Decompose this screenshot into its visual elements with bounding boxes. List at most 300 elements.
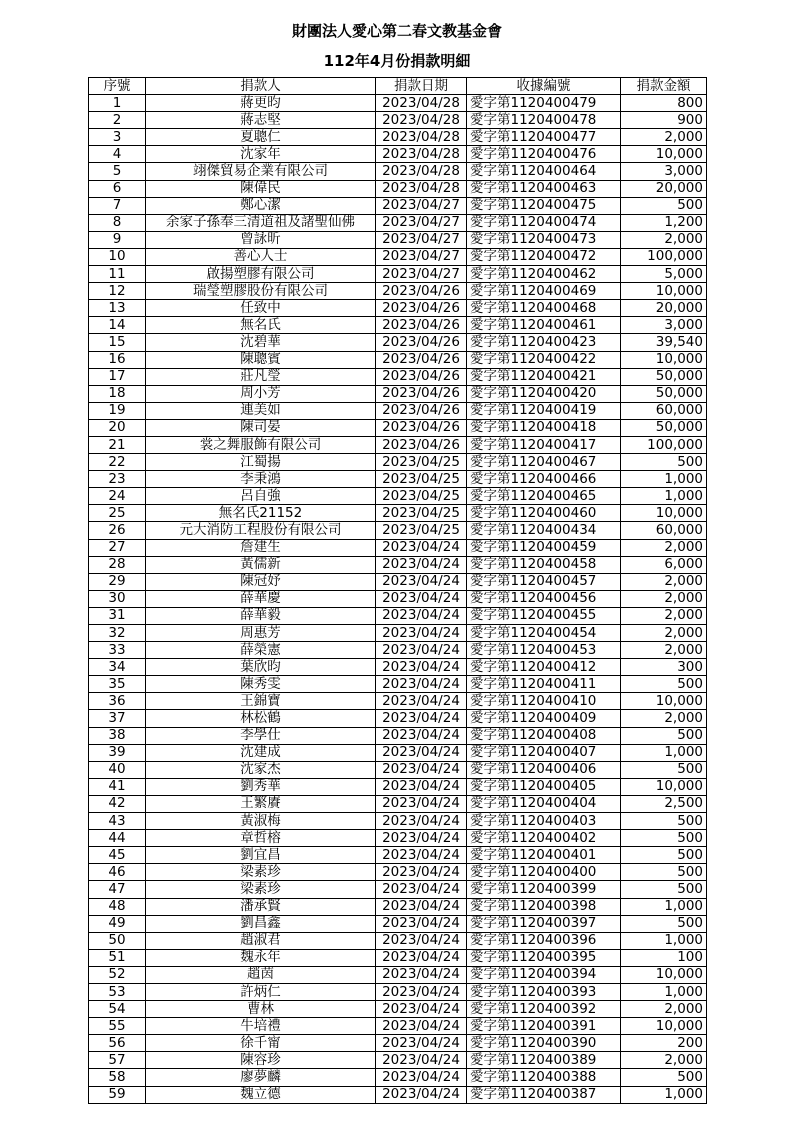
table-row	[89, 847, 707, 864]
donation-date: 2023/04/26	[376, 436, 467, 453]
donation-amount: 10,000	[621, 505, 707, 522]
table-row	[89, 1086, 707, 1103]
donation-date: 2023/04/25	[376, 488, 467, 505]
row-serial: 1	[89, 95, 146, 112]
row-serial: 15	[89, 334, 146, 351]
donor-name: 沈碧華	[146, 334, 376, 351]
donation-amount: 100,000	[621, 248, 707, 265]
donor-name: 沈家杰	[146, 761, 376, 778]
donor-name: 梁素珍	[146, 864, 376, 881]
donation-amount: 500	[621, 1069, 707, 1086]
receipt-number: 愛字第1120400465	[467, 488, 621, 505]
row-serial: 31	[89, 607, 146, 624]
receipt-number: 愛字第1120400400	[467, 864, 621, 881]
donation-amount: 5,000	[621, 266, 707, 283]
receipt-number: 愛字第1120400474	[467, 214, 621, 231]
donation-amount: 500	[621, 197, 707, 214]
receipt-number: 愛字第1120400399	[467, 881, 621, 898]
donation-date: 2023/04/24	[376, 590, 467, 607]
row-serial: 6	[89, 180, 146, 197]
donation-amount: 1,000	[621, 898, 707, 915]
donation-date: 2023/04/24	[376, 693, 467, 710]
donation-date: 2023/04/27	[376, 214, 467, 231]
receipt-number: 愛字第1120400434	[467, 522, 621, 539]
donation-date: 2023/04/24	[376, 727, 467, 744]
donation-date: 2023/04/25	[376, 505, 467, 522]
row-serial: 28	[89, 556, 146, 573]
table-row	[89, 915, 707, 932]
donation-date: 2023/04/24	[376, 625, 467, 642]
table-row	[89, 659, 707, 676]
donation-amount: 500	[621, 727, 707, 744]
row-serial: 18	[89, 385, 146, 402]
row-serial: 25	[89, 505, 146, 522]
donor-name: 劉秀華	[146, 778, 376, 795]
table-row	[89, 146, 707, 163]
donation-date: 2023/04/24	[376, 830, 467, 847]
donation-amount: 500	[621, 864, 707, 881]
receipt-number: 愛字第1120400461	[467, 317, 621, 334]
donation-amount: 500	[621, 761, 707, 778]
row-serial: 35	[89, 676, 146, 693]
receipt-number: 愛字第1120400466	[467, 471, 621, 488]
row-serial: 24	[89, 488, 146, 505]
donation-amount: 10,000	[621, 146, 707, 163]
row-serial: 45	[89, 847, 146, 864]
table-row	[89, 368, 707, 385]
donor-name: 曾詠昕	[146, 231, 376, 248]
donor-name: 周惠芳	[146, 625, 376, 642]
row-serial: 33	[89, 642, 146, 659]
donation-date: 2023/04/28	[376, 95, 467, 112]
table-row	[89, 454, 707, 471]
donor-name: 呂自強	[146, 488, 376, 505]
table-row	[89, 317, 707, 334]
donation-amount: 2,000	[621, 231, 707, 248]
table-row	[89, 471, 707, 488]
table-row	[89, 1052, 707, 1069]
donor-name: 善心人士	[146, 248, 376, 265]
column-header-donor: 捐款人	[146, 78, 376, 95]
donation-amount: 1,000	[621, 1086, 707, 1103]
donation-amount: 2,000	[621, 607, 707, 624]
donor-name: 王繁賡	[146, 795, 376, 812]
table-row	[89, 214, 707, 231]
organization-title: 財團法人愛心第二春文教基金會	[291, 22, 502, 40]
donation-date: 2023/04/27	[376, 266, 467, 283]
donor-name: 曹林	[146, 1001, 376, 1018]
donor-name: 周小芳	[146, 385, 376, 402]
donation-date: 2023/04/26	[376, 402, 467, 419]
receipt-number: 愛字第1120400464	[467, 163, 621, 180]
donation-amount: 10,000	[621, 778, 707, 795]
table-header-row	[89, 78, 707, 95]
receipt-number: 愛字第1120400459	[467, 539, 621, 556]
donation-date: 2023/04/26	[376, 368, 467, 385]
donor-name: 梁素珍	[146, 881, 376, 898]
table-row	[89, 539, 707, 556]
donation-amount: 2,500	[621, 795, 707, 812]
table-row	[89, 590, 707, 607]
donation-date: 2023/04/24	[376, 573, 467, 590]
receipt-number: 愛字第1120400387	[467, 1086, 621, 1103]
donor-name: 魏永年	[146, 949, 376, 966]
donation-amount: 2,000	[621, 539, 707, 556]
receipt-number: 愛字第1120400476	[467, 146, 621, 163]
donation-date: 2023/04/24	[376, 864, 467, 881]
receipt-number: 愛字第1120400403	[467, 813, 621, 830]
donation-amount: 10,000	[621, 351, 707, 368]
table-row	[89, 385, 707, 402]
receipt-number: 愛字第1120400407	[467, 744, 621, 761]
table-row	[89, 436, 707, 453]
donation-amount: 10,000	[621, 1018, 707, 1035]
row-serial: 27	[89, 539, 146, 556]
donor-name: 蔣更昀	[146, 95, 376, 112]
receipt-number: 愛字第1120400404	[467, 795, 621, 812]
table-row	[89, 95, 707, 112]
receipt-number: 愛字第1120400409	[467, 710, 621, 727]
receipt-number: 愛字第1120400393	[467, 983, 621, 1000]
donation-amount: 500	[621, 881, 707, 898]
receipt-number: 愛字第1120400458	[467, 556, 621, 573]
row-serial: 30	[89, 590, 146, 607]
receipt-number: 愛字第1120400460	[467, 505, 621, 522]
donation-amount: 100,000	[621, 436, 707, 453]
table-row	[89, 522, 707, 539]
table-row	[89, 129, 707, 146]
donation-date: 2023/04/27	[376, 197, 467, 214]
table-row	[89, 864, 707, 881]
row-serial: 20	[89, 419, 146, 436]
row-serial: 48	[89, 898, 146, 915]
donation-amount: 500	[621, 676, 707, 693]
table-row	[89, 351, 707, 368]
receipt-number: 愛字第1120400472	[467, 248, 621, 265]
row-serial: 58	[89, 1069, 146, 1086]
receipt-number: 愛字第1120400401	[467, 847, 621, 864]
table-body	[89, 95, 707, 1104]
receipt-number: 愛字第1120400454	[467, 625, 621, 642]
donor-name: 薛華慶	[146, 590, 376, 607]
donation-amount: 500	[621, 813, 707, 830]
donation-date: 2023/04/24	[376, 556, 467, 573]
row-serial: 11	[89, 266, 146, 283]
donor-name: 李學仕	[146, 727, 376, 744]
row-serial: 14	[89, 317, 146, 334]
receipt-number: 愛字第1120400463	[467, 180, 621, 197]
donation-date: 2023/04/24	[376, 1069, 467, 1086]
donor-name: 魏立德	[146, 1086, 376, 1103]
donation-table	[88, 77, 707, 1104]
table-row	[89, 761, 707, 778]
row-serial: 16	[89, 351, 146, 368]
donation-date: 2023/04/27	[376, 248, 467, 265]
donation-amount: 500	[621, 915, 707, 932]
receipt-number: 愛字第1120400405	[467, 778, 621, 795]
table-row	[89, 642, 707, 659]
donor-name: 陳司晏	[146, 419, 376, 436]
table-row	[89, 949, 707, 966]
donor-name: 夏聰仁	[146, 129, 376, 146]
row-serial: 46	[89, 864, 146, 881]
donor-name: 沈建成	[146, 744, 376, 761]
column-header-receipt: 收據編號	[467, 78, 621, 95]
donation-date: 2023/04/24	[376, 1035, 467, 1052]
donation-date: 2023/04/24	[376, 813, 467, 830]
donation-amount: 100	[621, 949, 707, 966]
donation-date: 2023/04/24	[376, 847, 467, 864]
row-serial: 52	[89, 966, 146, 983]
table-row	[89, 505, 707, 522]
donor-name: 趙茵	[146, 966, 376, 983]
receipt-number: 愛字第1120400391	[467, 1018, 621, 1035]
donation-date: 2023/04/26	[376, 300, 467, 317]
donation-date: 2023/04/24	[376, 1001, 467, 1018]
row-serial: 8	[89, 214, 146, 231]
donation-amount: 2,000	[621, 590, 707, 607]
donation-date: 2023/04/24	[376, 761, 467, 778]
donation-amount: 2,000	[621, 129, 707, 146]
donation-date: 2023/04/26	[376, 317, 467, 334]
row-serial: 21	[89, 436, 146, 453]
table-row	[89, 676, 707, 693]
donor-name: 鄭心潔	[146, 197, 376, 214]
donor-name: 元大消防工程股份有限公司	[146, 522, 376, 539]
donor-name: 趙淑君	[146, 932, 376, 949]
donation-amount: 1,200	[621, 214, 707, 231]
donation-date: 2023/04/24	[376, 539, 467, 556]
row-serial: 59	[89, 1086, 146, 1103]
donation-amount: 800	[621, 95, 707, 112]
row-serial: 23	[89, 471, 146, 488]
receipt-number: 愛字第1120400468	[467, 300, 621, 317]
receipt-number: 愛字第1120400457	[467, 573, 621, 590]
receipt-number: 愛字第1120400402	[467, 830, 621, 847]
receipt-number: 愛字第1120400412	[467, 659, 621, 676]
receipt-number: 愛字第1120400411	[467, 676, 621, 693]
row-serial: 3	[89, 129, 146, 146]
receipt-number: 愛字第1120400406	[467, 761, 621, 778]
donor-name: 林松鶴	[146, 710, 376, 727]
donation-amount: 50,000	[621, 368, 707, 385]
donation-date: 2023/04/24	[376, 1086, 467, 1103]
donation-amount: 60,000	[621, 522, 707, 539]
table-row	[89, 573, 707, 590]
row-serial: 19	[89, 402, 146, 419]
receipt-number: 愛字第1120400396	[467, 932, 621, 949]
table-row	[89, 334, 707, 351]
row-serial: 49	[89, 915, 146, 932]
row-serial: 43	[89, 813, 146, 830]
table-row	[89, 795, 707, 812]
row-serial: 42	[89, 795, 146, 812]
row-serial: 39	[89, 744, 146, 761]
donation-date: 2023/04/25	[376, 522, 467, 539]
donor-name: 無名氏	[146, 317, 376, 334]
row-serial: 55	[89, 1018, 146, 1035]
donation-amount: 500	[621, 847, 707, 864]
table-row	[89, 197, 707, 214]
donor-name: 沈家年	[146, 146, 376, 163]
donor-name: 王錦寶	[146, 693, 376, 710]
donation-amount: 20,000	[621, 300, 707, 317]
table-row	[89, 1035, 707, 1052]
receipt-number: 愛字第1120400410	[467, 693, 621, 710]
row-serial: 41	[89, 778, 146, 795]
receipt-number: 愛字第1120400389	[467, 1052, 621, 1069]
donor-name: 章哲榕	[146, 830, 376, 847]
column-header-serial: 序號	[89, 78, 146, 95]
receipt-number: 愛字第1120400467	[467, 454, 621, 471]
donor-name: 陳偉民	[146, 180, 376, 197]
column-header-date: 捐款日期	[376, 78, 467, 95]
table-row	[89, 248, 707, 265]
row-serial: 32	[89, 625, 146, 642]
donor-name: 莊凡瑩	[146, 368, 376, 385]
donor-name: 李秉鴻	[146, 471, 376, 488]
row-serial: 47	[89, 881, 146, 898]
row-serial: 10	[89, 248, 146, 265]
donation-amount: 2,000	[621, 642, 707, 659]
table-row	[89, 402, 707, 419]
table-row	[89, 881, 707, 898]
donation-date: 2023/04/24	[376, 1052, 467, 1069]
donor-name: 廖夢麟	[146, 1069, 376, 1086]
donation-amount: 1,000	[621, 471, 707, 488]
table-row	[89, 607, 707, 624]
row-serial: 57	[89, 1052, 146, 1069]
receipt-number: 愛字第1120400390	[467, 1035, 621, 1052]
table-row	[89, 300, 707, 317]
table-row	[89, 813, 707, 830]
donation-date: 2023/04/24	[376, 932, 467, 949]
donation-amount: 300	[621, 659, 707, 676]
donation-date: 2023/04/26	[376, 283, 467, 300]
table-row	[89, 163, 707, 180]
donation-amount: 200	[621, 1035, 707, 1052]
donation-amount: 10,000	[621, 966, 707, 983]
donation-amount: 50,000	[621, 419, 707, 436]
row-serial: 26	[89, 522, 146, 539]
donor-name: 陳聰賓	[146, 351, 376, 368]
donation-date: 2023/04/24	[376, 966, 467, 983]
donor-name: 詹建生	[146, 539, 376, 556]
receipt-number: 愛字第1120400392	[467, 1001, 621, 1018]
table-row	[89, 266, 707, 283]
table-row	[89, 744, 707, 761]
donor-name: 牛培禮	[146, 1018, 376, 1035]
donation-amount: 2,000	[621, 625, 707, 642]
row-serial: 40	[89, 761, 146, 778]
receipt-number: 愛字第1120400478	[467, 112, 621, 129]
table-row	[89, 693, 707, 710]
donor-name: 翊傑貿易企業有限公司	[146, 163, 376, 180]
receipt-number: 愛字第1120400394	[467, 966, 621, 983]
receipt-number: 愛字第1120400462	[467, 266, 621, 283]
donation-date: 2023/04/28	[376, 129, 467, 146]
row-serial: 37	[89, 710, 146, 727]
donation-amount: 50,000	[621, 385, 707, 402]
donation-amount: 3,000	[621, 163, 707, 180]
row-serial: 51	[89, 949, 146, 966]
receipt-number: 愛字第1120400456	[467, 590, 621, 607]
row-serial: 53	[89, 983, 146, 1000]
donor-name: 無名氏21152	[146, 505, 376, 522]
table-row	[89, 983, 707, 1000]
receipt-number: 愛字第1120400453	[467, 642, 621, 659]
donor-name: 蔣志堅	[146, 112, 376, 129]
donation-amount: 900	[621, 112, 707, 129]
donation-date: 2023/04/28	[376, 180, 467, 197]
row-serial: 7	[89, 197, 146, 214]
receipt-number: 愛字第1120400469	[467, 283, 621, 300]
row-serial: 38	[89, 727, 146, 744]
table-row	[89, 710, 707, 727]
row-serial: 54	[89, 1001, 146, 1018]
row-serial: 29	[89, 573, 146, 590]
row-serial: 4	[89, 146, 146, 163]
row-serial: 9	[89, 231, 146, 248]
donation-amount: 1,000	[621, 488, 707, 505]
receipt-number: 愛字第1120400475	[467, 197, 621, 214]
table-row	[89, 180, 707, 197]
donation-amount: 10,000	[621, 283, 707, 300]
receipt-number: 愛字第1120400479	[467, 95, 621, 112]
donation-date: 2023/04/24	[376, 898, 467, 915]
donor-name: 潘承賢	[146, 898, 376, 915]
table-row	[89, 830, 707, 847]
report-subtitle: 112年4月份捐款明細	[323, 52, 471, 70]
donor-name: 陳秀雯	[146, 676, 376, 693]
donor-name: 薛榮憲	[146, 642, 376, 659]
donor-name: 薛華毅	[146, 607, 376, 624]
donation-date: 2023/04/24	[376, 915, 467, 932]
donation-date: 2023/04/24	[376, 744, 467, 761]
donor-name: 裳之舞服飾有限公司	[146, 436, 376, 453]
donor-name: 余家子孫奉三清道祖及諸聖仙佛	[146, 214, 376, 231]
receipt-number: 愛字第1120400418	[467, 419, 621, 436]
receipt-number: 愛字第1120400422	[467, 351, 621, 368]
donation-date: 2023/04/26	[376, 334, 467, 351]
row-serial: 34	[89, 659, 146, 676]
row-serial: 5	[89, 163, 146, 180]
receipt-number: 愛字第1120400397	[467, 915, 621, 932]
table-row	[89, 283, 707, 300]
table-row	[89, 1018, 707, 1035]
donation-date: 2023/04/24	[376, 1018, 467, 1035]
donor-name: 江蜀揚	[146, 454, 376, 471]
donation-date: 2023/04/24	[376, 949, 467, 966]
row-serial: 36	[89, 693, 146, 710]
donor-name: 啟揚塑膠有限公司	[146, 266, 376, 283]
donor-name: 黃淑梅	[146, 813, 376, 830]
table-row	[89, 1069, 707, 1086]
table-row	[89, 419, 707, 436]
table-row	[89, 932, 707, 949]
donation-date: 2023/04/28	[376, 112, 467, 129]
donation-date: 2023/04/24	[376, 676, 467, 693]
table-row	[89, 556, 707, 573]
donation-date: 2023/04/24	[376, 607, 467, 624]
donor-name: 瑞瑩塑膠股份有限公司	[146, 283, 376, 300]
donation-amount: 20,000	[621, 180, 707, 197]
receipt-number: 愛字第1120400423	[467, 334, 621, 351]
row-serial: 2	[89, 112, 146, 129]
receipt-number: 愛字第1120400408	[467, 727, 621, 744]
donation-date: 2023/04/24	[376, 795, 467, 812]
row-serial: 44	[89, 830, 146, 847]
